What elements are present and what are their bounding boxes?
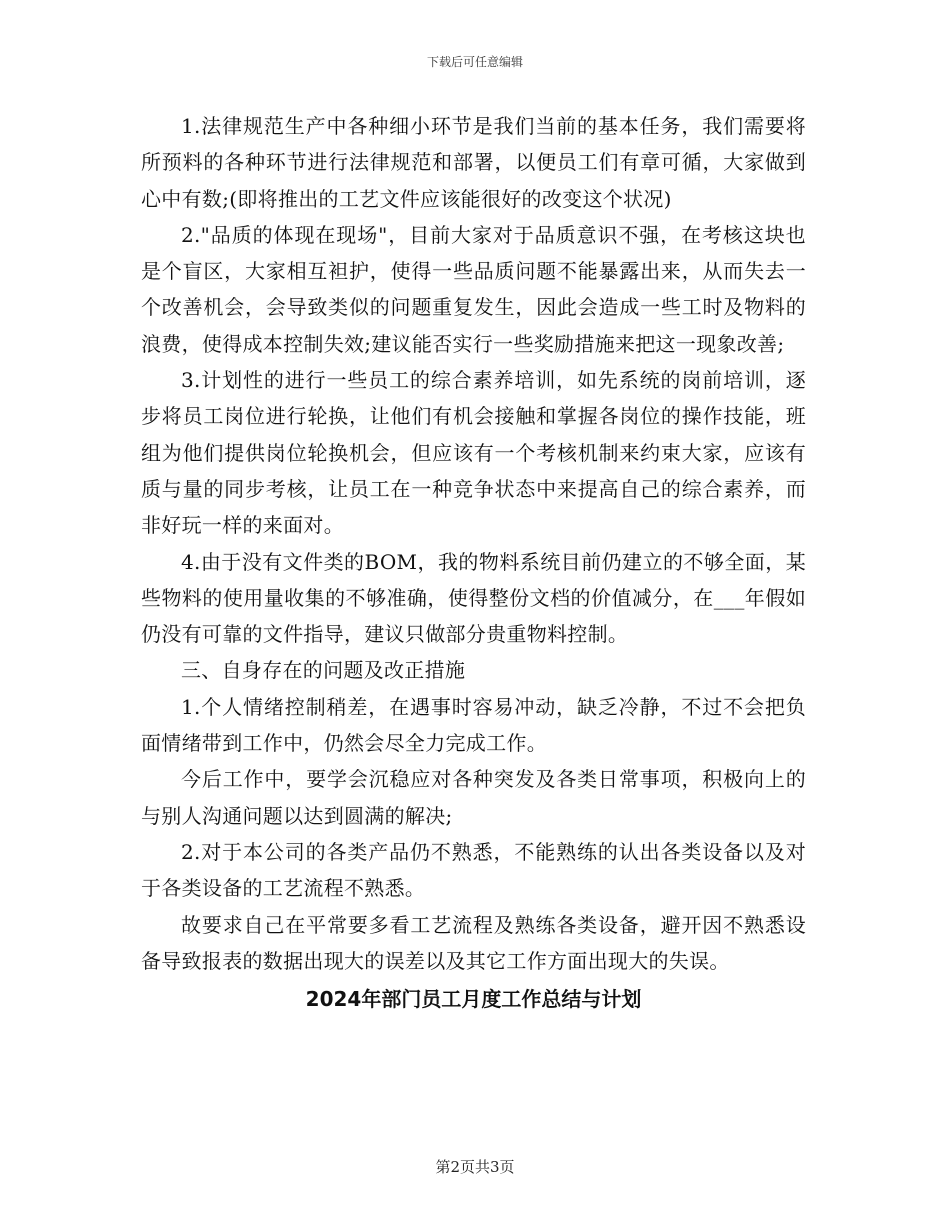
document-title: 2024年部门员工月度工作总结与计划 [305, 987, 642, 1012]
paragraph-item-4: 4.由于没有文件类的BOM，我的物料系统目前仍建立的不够全面，某些物料的使用量收集的不够准确，使得整份文档的价值减分，在___年假如仍没有可靠的文件指导，建议只做部分贵重物料控制。 [141, 549, 806, 647]
paragraph-item-3: 3.计划性的进行一些员工的综合素养培训，如先系统的岗前培训，逐步将员工岗位进行轮换，让他们有机会接触和掌握各岗位的操作技能，班组为他们提供岗位轮换机会，但应该有一个考核机制来约束大家，应该有质与量的同步考核，让员工在一种竞争状态中来提高自己的综合素养，而非好玩一样的来面对。 [141, 368, 806, 538]
page-footer: 第2页共3页 [435, 1158, 515, 1176]
section-heading: 三、自身存在的问题及改正措施 [181, 658, 466, 683]
paragraph-improvement-1: 今后工作中，要学会沉稳应对各种突发及各类日常事项，积极向上的与别人沟通问题以达到圆满的解决; [141, 767, 806, 828]
paragraph-issue-2: 2.对于本公司的各类产品仍不熟悉，不能熟练的认出各类设备以及对于各类设备的工艺流程不熟悉。 [141, 839, 806, 901]
paragraph-improvement-2: 故要求自己在平常要多看工艺流程及熟练各类设备，避开因不熟悉设备导致报表的数据出现大的误差以及其它工作方面出现大的失误。 [141, 912, 806, 973]
paragraph-item-2: 2."品质的体现在现场"，目前大家对于品质意识不强，在考核这块也是个盲区，大家相互袒护，使得一些品质问题不能暴露出来，从而失去一个改善机会，会导致类似的问题重复发生，因此会造成一些工时及物料的浪费，使得成本控制失效;建议能否实行一些奖励措施来把这一现象改善; [141, 222, 806, 356]
document-body [141, 108, 806, 1017]
page-header: 下载后可任意编辑 [426, 55, 523, 69]
paragraph-issue-1: 1.个人情绪控制稍差，在遇事时容易冲动，缺乏冷静，不过不会把负面情绪带到工作中，仍然会尽全力完成工作。 [141, 694, 806, 756]
paragraph-item-1: 1.法律规范生产中各种细小环节是我们当前的基本任务，我们需要将所预料的各种环节进行法律规范和部署，以便员工们有章可循，大家做到心中有数;(即将推出的工艺文件应该能很好的改变这个状况) [141, 114, 806, 211]
